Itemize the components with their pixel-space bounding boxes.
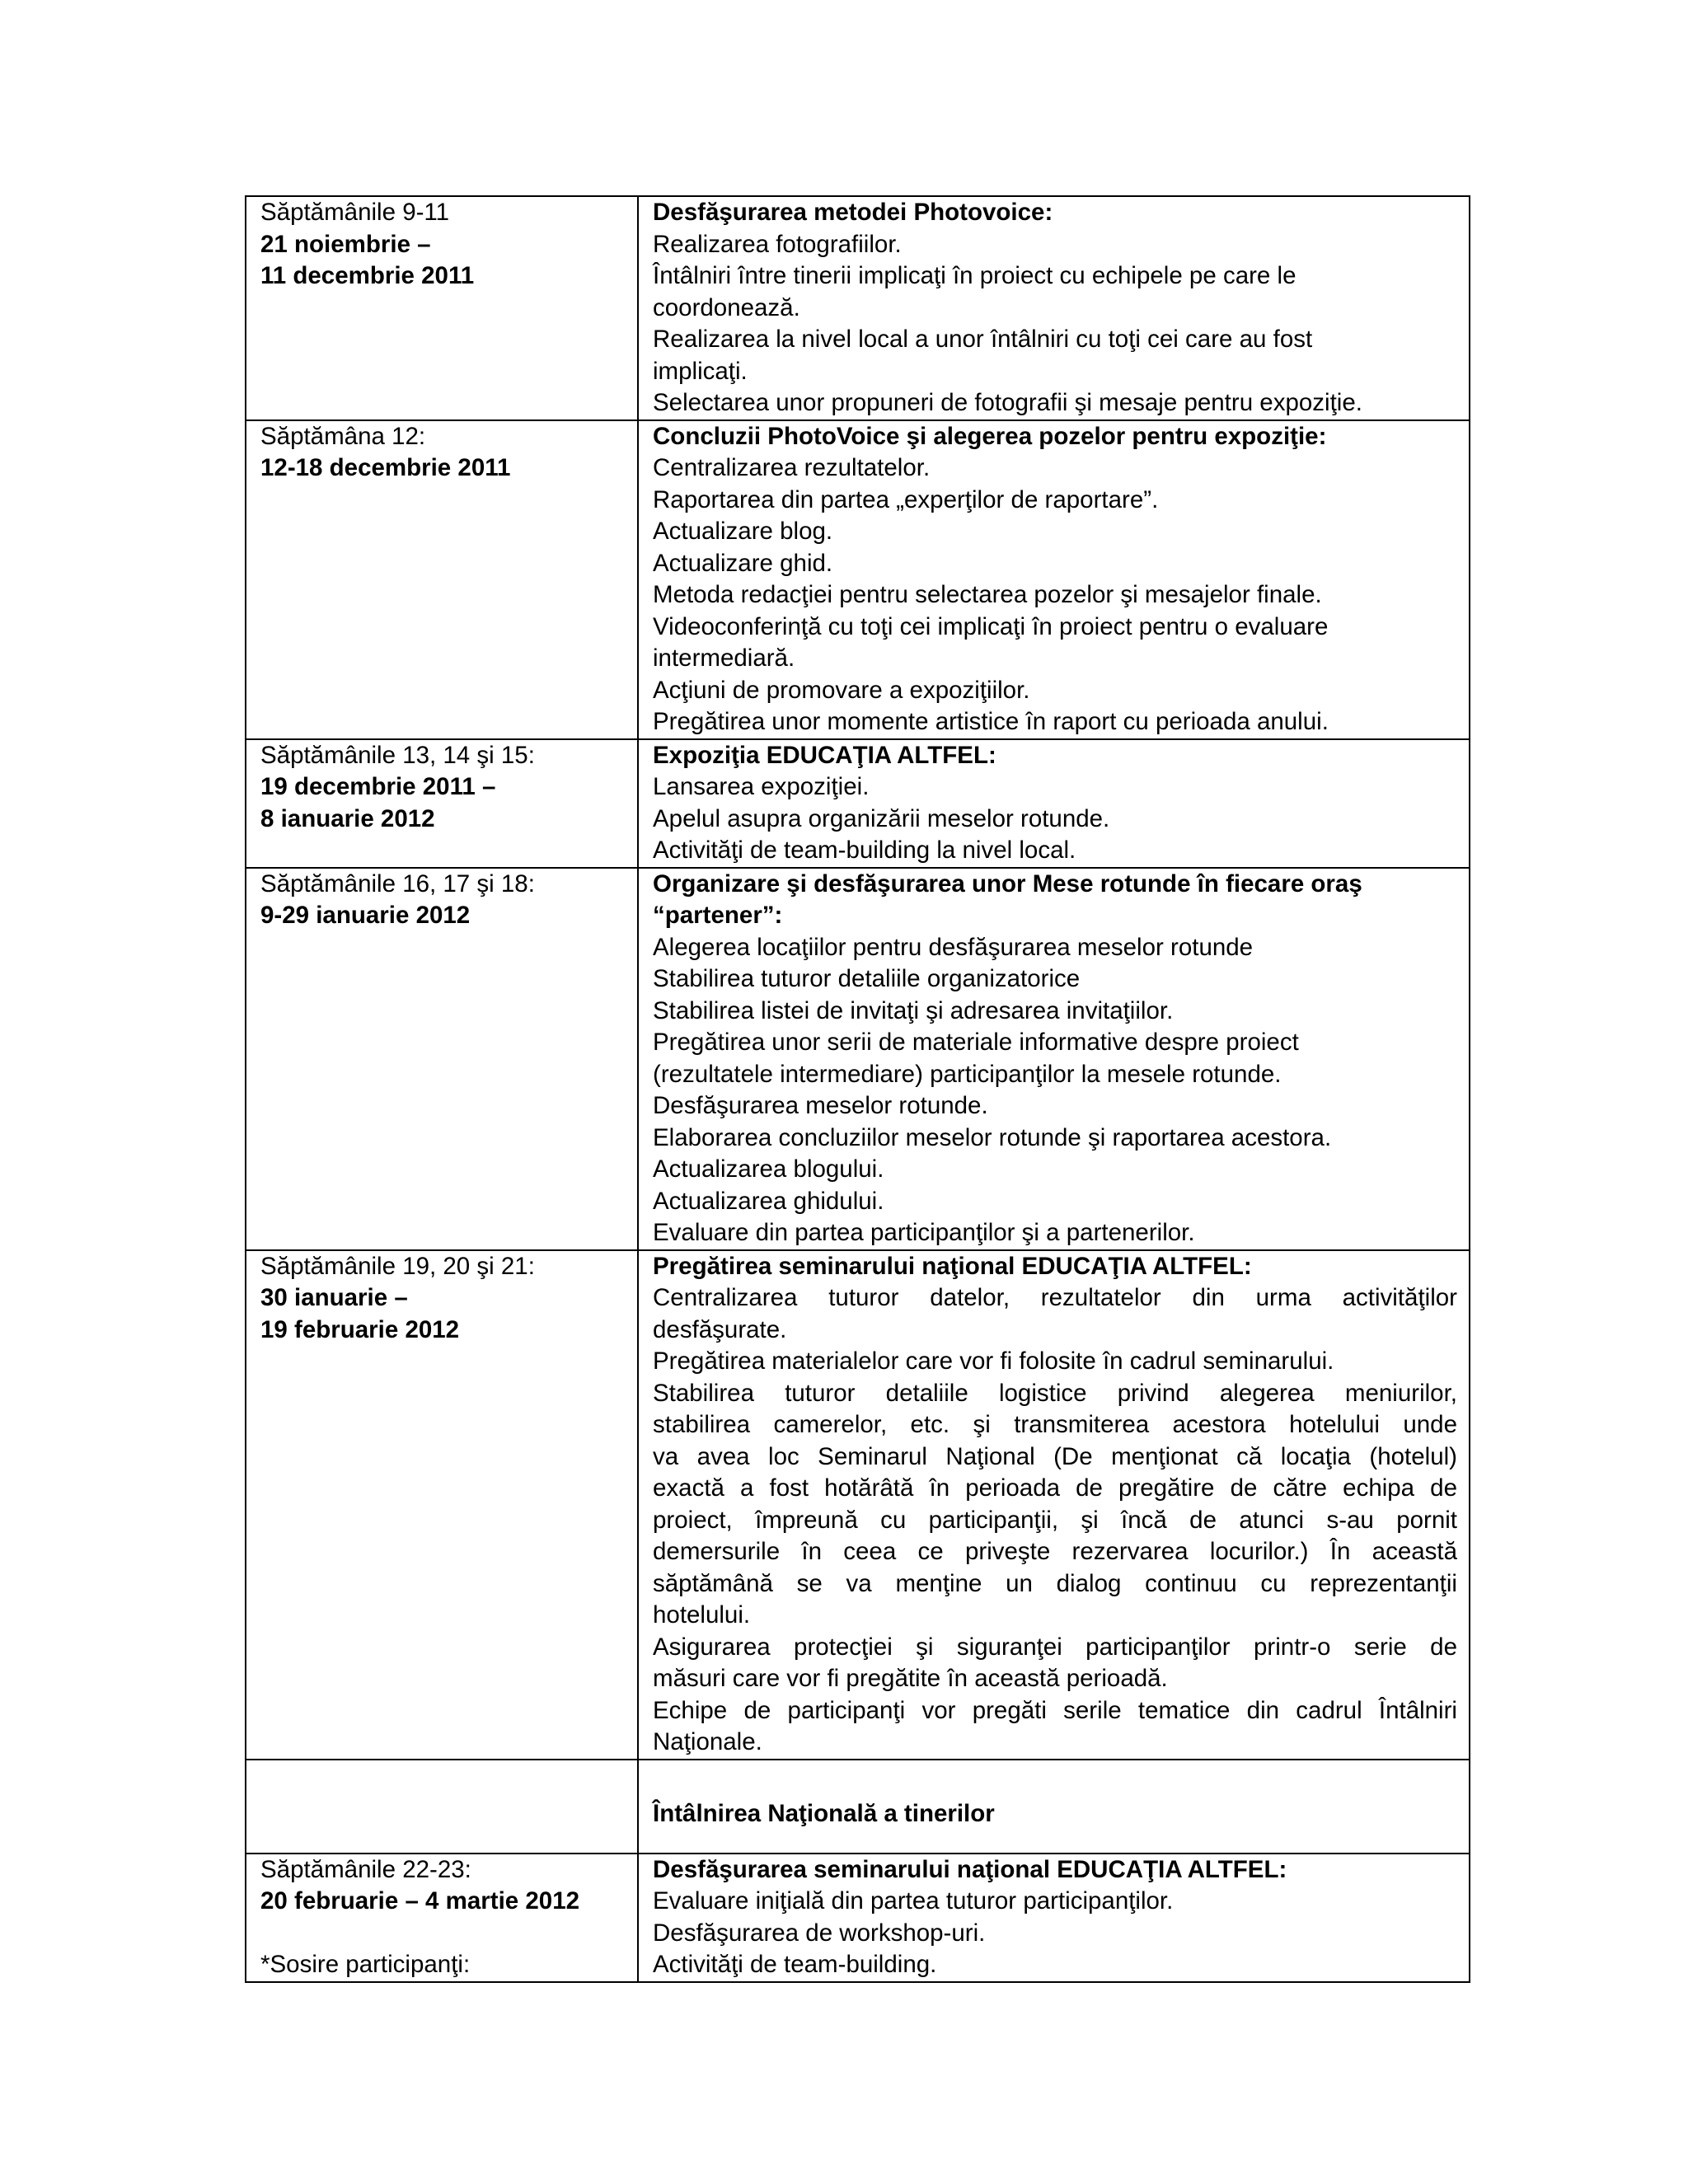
period-dates: 12-18 decembrie 2011 [260,454,511,481]
period-cell [246,739,638,868]
period-dates: 9-29 ianuarie 2012 [260,902,471,929]
activity-item: Întâlniri între tinerii implicaţi în proiect cu echipele pe care le [653,262,1296,289]
table-row [246,868,1470,1250]
period-dates: 19 februarie 2012 [260,1315,460,1343]
table-row [246,1760,1470,1854]
paragraph-line: va avea loc Seminarul Naţional (De menţionat că locaţia (hotelul) [653,1442,1457,1470]
activity-item: implicaţi. [653,357,748,385]
period-dates: 11 decembrie 2011 [260,262,475,289]
section-heading: Întâlnirea Naţională a tinerilor [653,1800,995,1828]
table-row [246,1250,1470,1760]
paragraph-line: exactă a fost hotărâtă în perioada de pregătire de către echipa de [653,1474,1457,1502]
activity-item: Alegerea locaţiilor pentru desfăşurarea meselor rotunde [653,933,1254,961]
period-dates: 19 decembrie 2011 – [260,773,496,800]
period-label: Săptămânile 9-11 [260,199,450,226]
activity-item: Metoda redacţiei pentru selectarea pozelor şi mesajelor finale. [653,581,1322,608]
activity-item: Stabilirea listei de invitaţi şi adresarea invitaţiilor. [653,996,1174,1024]
activity-item: Realizarea la nivel local a unor întâlniri cu toţi cei care au fost [653,326,1313,353]
activity-item: Actualizarea ghidului. [653,1187,884,1215]
activity-heading: Pregătirea seminarului naţional EDUCAŢIA ALTFEL: [653,1252,1252,1280]
empty-cell [246,1760,638,1854]
activity-item: Realizarea fotografiilor. [653,230,902,258]
activity-item: (rezultatele intermediare) participanţilor la mesele rotunde. [653,1060,1282,1088]
activity-item: Actualizarea blogului. [653,1155,884,1183]
table-row [246,196,1470,420]
period-dates: 20 februarie – 4 martie 2012 [260,1887,580,1915]
activity-cell [638,1854,1470,1982]
activity-item: Evaluare iniţială din partea tuturor participanţilor. [653,1887,1174,1915]
period-label: Săptămânile 16, 17 şi 18: [260,869,535,898]
paragraph-line: Stabilirea tuturor detaliile logistice privind alegerea meniurilor, [653,1379,1457,1407]
activity-item: Raportarea din partea „experţilor de raportare”. [653,485,1159,513]
activity-item: Desfăşurarea de workshop-uri. [653,1919,986,1947]
period-label: Săptămânile 19, 20 şi 21: [260,1252,535,1280]
activity-heading: Expoziţia EDUCAŢIA ALTFEL: [653,741,996,769]
activity-heading: Organizare şi desfăşurarea unor Mese rotunde în fiecare oraş [653,869,1362,898]
table-row [246,1854,1470,1982]
activity-item: Selectarea unor propuneri de fotografii şi mesaje pentru expoziţie. [653,389,1362,416]
period-cell [246,868,638,1250]
activity-heading: “partener”: [653,902,783,929]
paragraph-line: săptămână se va menţine un dialog continuu cu reprezentanţii [653,1569,1457,1597]
paragraph-line: Asigurarea protecţiei şi siguranţei participanţilor printr-o serie de [653,1633,1457,1661]
activity-heading: Desfăşurarea metodei Photovoice: [653,199,1053,226]
activity-item: Stabilirea tuturor detaliile organizatorice [653,965,1081,992]
paragraph-line: Echipe de participanţi vor pregăti serile tematice din cadrul Întâlniri [653,1696,1457,1724]
period-label: Săptămâna 12: [260,422,426,450]
activity-item: intermediară. [653,644,795,672]
blank-line [260,1918,626,1950]
activity-item: Pregătirea unor momente artistice în raport cu perioada anului. [653,708,1329,735]
activity-item: Videoconferinţă cu toţi cei implicaţi în proiect pentru o evaluare [653,612,1329,640]
schedule-table [245,195,1470,1983]
table-row [246,420,1470,739]
activity-heading: Desfăşurarea seminarului naţional EDUCAŢIA ALTFEL: [653,1855,1287,1883]
paragraph-line: Pregătirea materialelor care vor fi folosite în cadrul seminarului. [653,1347,1334,1375]
activity-cell [638,420,1470,739]
paragraph-line: desfăşurate. [653,1315,787,1343]
activity-item: Activităţi de team-building la nivel local. [653,837,1076,864]
activity-cell [638,1760,1470,1854]
activity-cell [638,196,1470,420]
table-row [246,739,1470,868]
paragraph-line: demersurile în ceea ce priveşte rezervarea locurilor.) În această [653,1538,1457,1565]
activity-item: Centralizarea rezultatelor. [653,454,931,481]
period-note: *Sosire participanţi: [260,1951,471,1978]
activity-cell [638,1250,1470,1760]
period-dates: 8 ianuarie 2012 [260,804,435,832]
period-cell [246,1854,638,1982]
period-cell [246,1250,638,1760]
activity-item: Acţiuni de promovare a expoziţiilor. [653,676,1030,704]
activity-item: Lansarea expoziţiei. [653,773,870,800]
paragraph-line: hotelului. [653,1601,751,1629]
paragraph-line: proiect, împreună cu participanţii, şi încă de atunci s-au pornit [653,1506,1457,1534]
activity-item: Apelul asupra organizării meselor rotunde. [653,804,1110,832]
activity-cell [638,739,1470,868]
paragraph-line: măsuri care vor fi pregătite în această perioadă. [653,1665,1168,1692]
paragraph-line: Centralizarea tuturor datelor, rezultatelor din urma activităţilor [653,1284,1457,1311]
period-label: Săptămânile 13, 14 şi 15: [260,741,535,769]
activity-item: Pregătirea unor serii de materiale informative despre proiect [653,1029,1299,1056]
activity-heading: Concluzii PhotoVoice şi alegerea pozelor pentru expoziţie: [653,422,1327,450]
paragraph-line: Naţionale. [653,1728,762,1755]
activity-item: Elaborarea concluziilor meselor rotunde şi raportarea acestora. [653,1123,1332,1151]
paragraph-line: stabilirea camerelor, etc. şi transmiterea acestora hotelului unde [653,1411,1457,1438]
period-cell [246,196,638,420]
activity-cell [638,868,1470,1250]
activity-item: Activităţi de team-building. [653,1951,937,1978]
period-label: Săptămânile 22-23: [260,1855,471,1883]
activity-item: Desfăşurarea meselor rotunde. [653,1092,988,1119]
period-dates: 30 ianuarie – [260,1284,408,1311]
activity-item: Actualizare blog. [653,518,833,545]
period-dates: 21 noiembrie – [260,230,431,258]
activity-item: Evaluare din partea participanţilor şi a partenerilor. [653,1219,1195,1246]
activity-item: Actualizare ghid. [653,549,833,577]
activity-item: coordonează. [653,293,800,321]
period-cell [246,420,638,739]
